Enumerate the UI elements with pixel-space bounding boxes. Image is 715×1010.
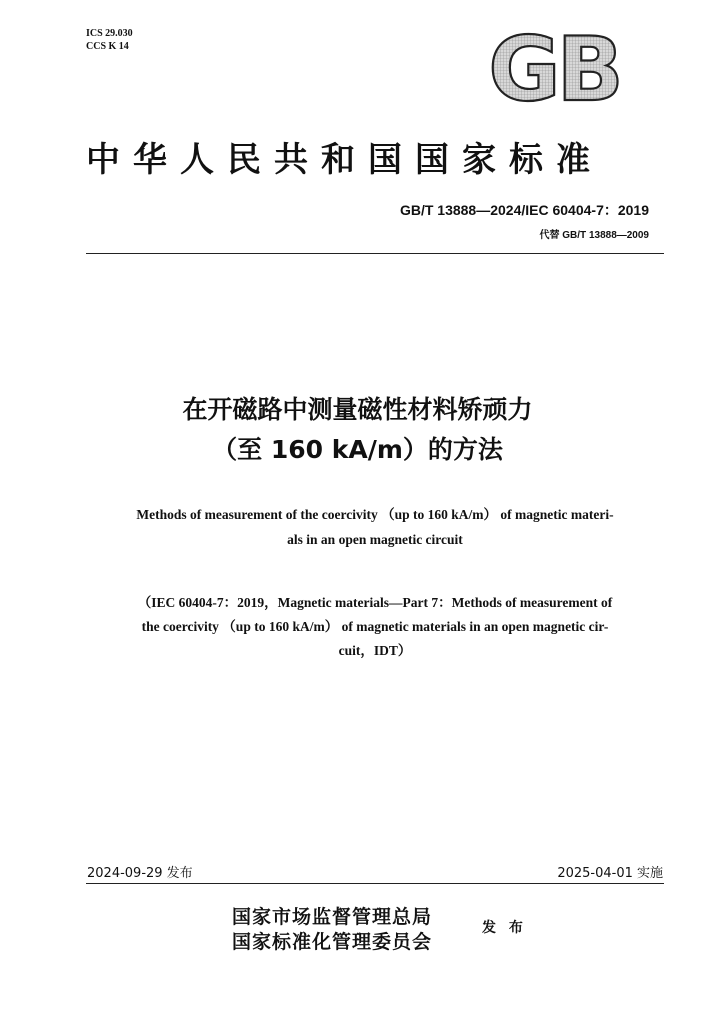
issuer-samr: 国家市场监督管理总局 [232, 906, 433, 928]
issuer-sac: 国家标准化管理委员会 [232, 931, 433, 953]
iec-reference-line-3: cuit，IDT） [338, 643, 412, 658]
iec-reference-line-1: （IEC 60404-7：2019，Magnetic materials—Part 7：Methods of measurement of [137, 595, 613, 610]
national-standard-heading: 中华人民共和国国家标准 [86, 140, 603, 180]
gb-logo [482, 28, 627, 108]
chinese-title-line-2: （至 160 kA/m）的方法 [212, 435, 503, 464]
iec-reference [80, 591, 670, 663]
issuing-authorities [232, 905, 432, 955]
gb-logo-lettering: GB [488, 28, 620, 108]
standard-number: GB/T 13888—2024/IEC 60404-7：2019 [399, 202, 649, 218]
bottom-divider [86, 883, 664, 884]
chinese-title-line-1: 在开磁路中测量磁性材料矫顽力 [182, 395, 533, 424]
english-title [80, 502, 670, 552]
issue-label: 发 布 [482, 920, 527, 936]
ics-code: ICS 29.030 [86, 28, 133, 39]
iec-reference-line-2: the coercivity （up to 160 kA/m） of magnetic materials in an open magnetic cir- [141, 619, 609, 634]
ccs-code: CCS K 14 [86, 41, 129, 52]
english-title-line-1: Methods of measurement of the coercivity （up to 160 kA/m） of magnetic materi- [136, 507, 614, 522]
english-title-line-2: als in an open magnetic circuit [287, 532, 463, 547]
classification-codes [86, 27, 133, 53]
issue-date: 2024-09-29 发布 [87, 866, 193, 881]
replaces-standard: 代替 GB/T 13888—2009 [539, 230, 649, 241]
chinese-title [0, 390, 715, 470]
implementation-date: 2025-04-01 实施 [557, 866, 663, 881]
top-divider [86, 253, 664, 254]
